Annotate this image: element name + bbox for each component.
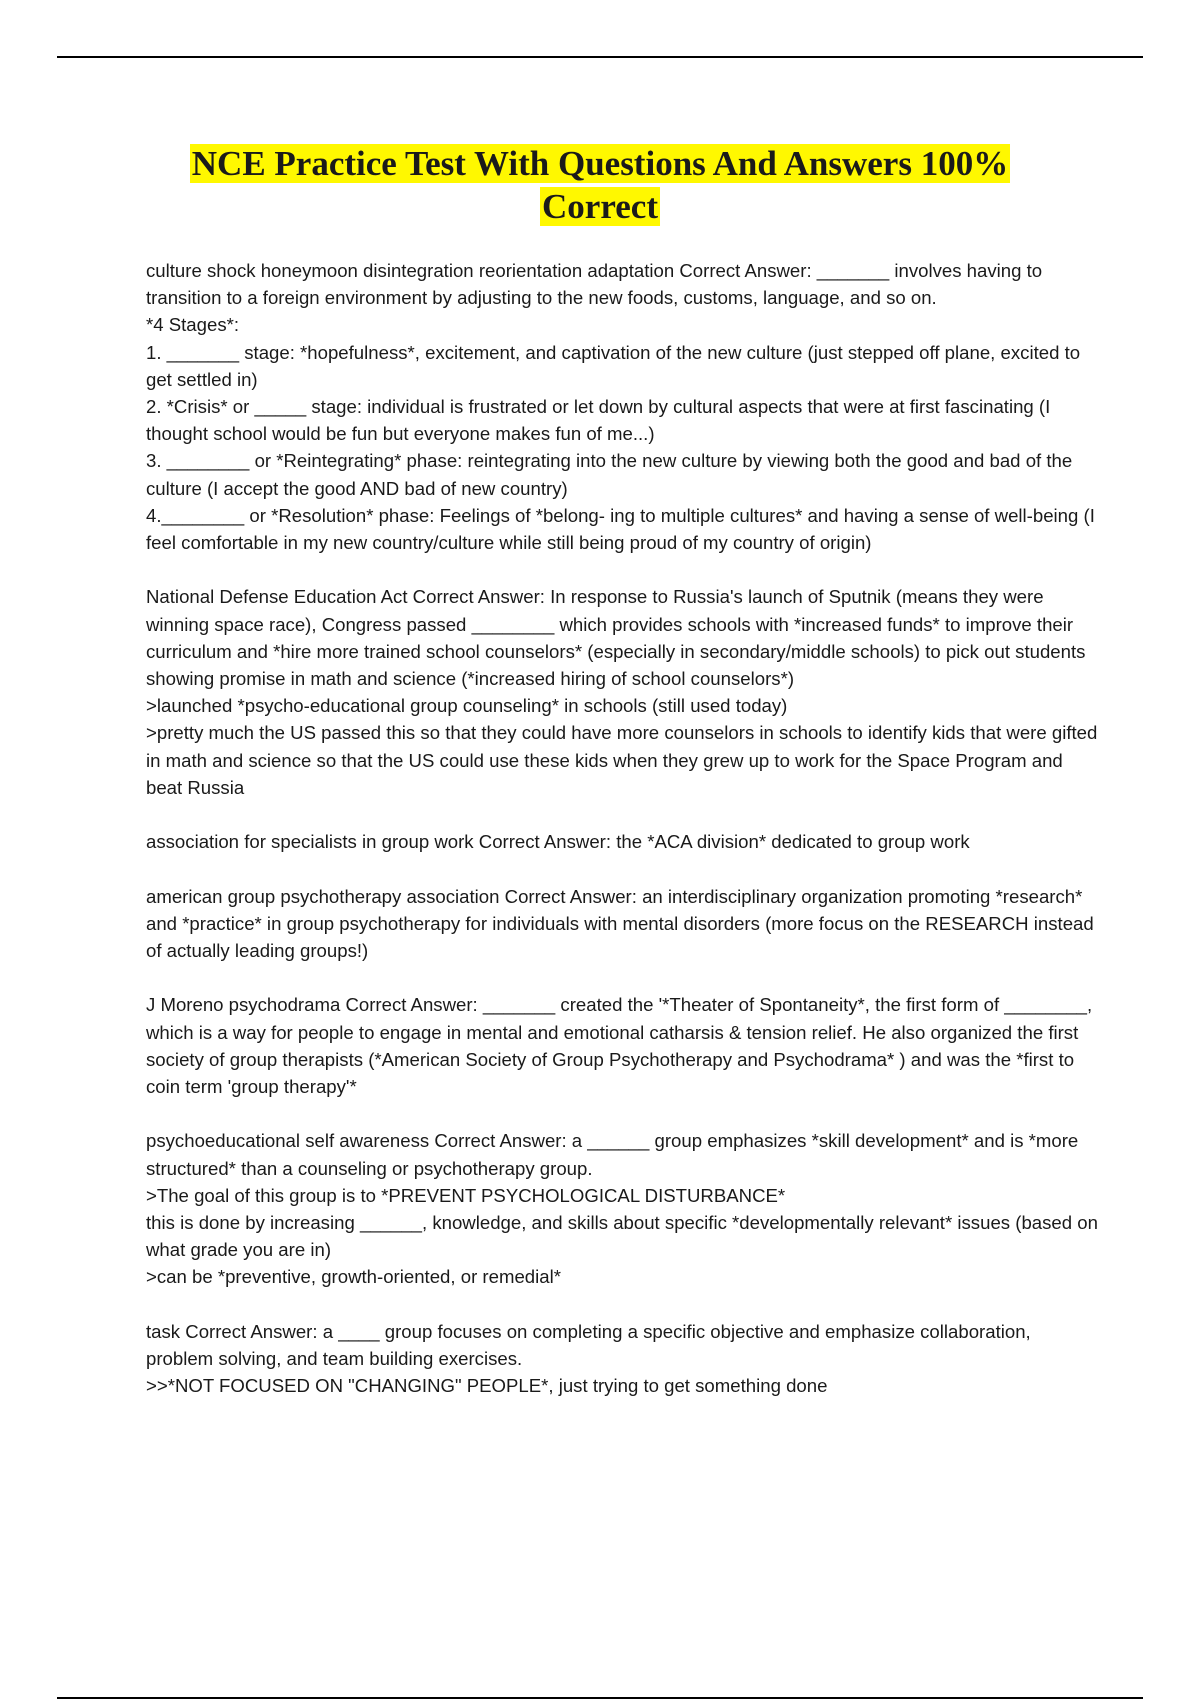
entry-line: *4 Stages*: (146, 314, 240, 336)
document-title (60, 142, 1140, 228)
qa-entry (146, 1127, 1098, 1290)
entry-line: this is done by increasing ______, knowledge, and skills about specific *developmentally relevant* issues (based on what grade you are in) (146, 1212, 1098, 1261)
entry-line: task Correct Answer: a ____ group focuses on completing a specific objective and emphasize collaboration, problem solving, and team building exercises. (146, 1320, 1031, 1370)
document-body (146, 257, 1098, 1427)
entry-line: >The goal of this group is to *PREVENT PSYCHOLOGICAL DISTURBANCE* (146, 1184, 786, 1206)
qa-entry (146, 1318, 1098, 1400)
entry-line: >>*NOT FOCUSED ON "CHANGING" PEOPLE*, just trying to get something done (146, 1375, 828, 1397)
entry-line: 1. _______ stage: *hopefulness*, excitement, and captivation of the new culture (just stepped off plane, excited to get settled in) (146, 341, 1081, 390)
entry-line: american group psychotherapy association Correct Answer: an interdisciplinary organization promoting *research* and *practice* in group psychotherapy for individuals with mental disorders (more focus on the RESEARCH instead of actually leading groups!) (146, 885, 1094, 962)
entry-line: >can be *preventive, growth-oriented, or remedial* (146, 1266, 561, 1288)
title-line-2: Correct (542, 187, 658, 226)
entry-line: association for specialists in group work Correct Answer: the *ACA division* dedicated to group work (146, 831, 970, 853)
entry-line: >pretty much the US passed this so that they could have more counselors in schools to identify kids that were gifted in math and science so that the US could use these kids when they grew up to work for the Space Program and beat Russia (146, 722, 1098, 798)
entry-line: psychoeducational self awareness Correct Answer: a ______ group emphasizes *skill development* and is *more structured* than a counseling or psychotherapy group. (146, 1130, 1079, 1179)
entry-line: 4.________ or *Resolution* phase: Feelings of *belong- ing to multiple cultures* and having a sense of well-being (I feel comfortable in my new country/culture while still being proud of my country of origin) (146, 504, 1095, 554)
title-line-1: NCE Practice Test With Questions And Answers 100% (191, 144, 1009, 183)
qa-entry (146, 883, 1098, 965)
qa-entry (146, 828, 1098, 855)
qa-entry (146, 991, 1098, 1100)
entry-line: National Defense Education Act Correct Answer: In response to Russia's launch of Sputnik (means they were winning space race), Congress passed ________ which provides schools with *increased funds* to improve their curriculum and *hire more trained school counselors* (especially in secondary/middle schools) to pick out students showing promise in math and science (*increased hiring of school counselors*) (146, 586, 1086, 690)
entry-line: J Moreno psychodrama Correct Answer: _______ created the '*Theater of Spontaneity*, the first form of ________, which is a way for people to engage in mental and emotional catharsis & tension relief. He also organized the first society of group therapists (*American Society of Group Psychotherapy and Psychodrama* ) and was the *first to coin term 'group therapy'* (146, 994, 1093, 1098)
entry-line: >launched *psycho-educational group counseling* in schools (still used today) (146, 695, 788, 717)
entry-line: culture shock honeymoon disintegration reorientation adaptation Correct Answer: _______ involves having to transition to a foreign environment by adjusting to the new foods, customs, language, and so on. (146, 260, 1043, 309)
entry-line: 2. *Crisis* or _____ stage: individual is frustrated or let down by cultural aspects that were at first fascinating (I thought school would be fun but everyone makes fun of me...) (146, 396, 1051, 445)
header-rule (57, 56, 1143, 58)
qa-entry (146, 257, 1098, 556)
qa-entry (146, 583, 1098, 801)
footer-rule (57, 1697, 1143, 1699)
entry-line: 3. ________ or *Reintegrating* phase: reintegrating into the new culture by viewing both the good and bad of the culture (I accept the good AND bad of new country) (146, 450, 1073, 499)
